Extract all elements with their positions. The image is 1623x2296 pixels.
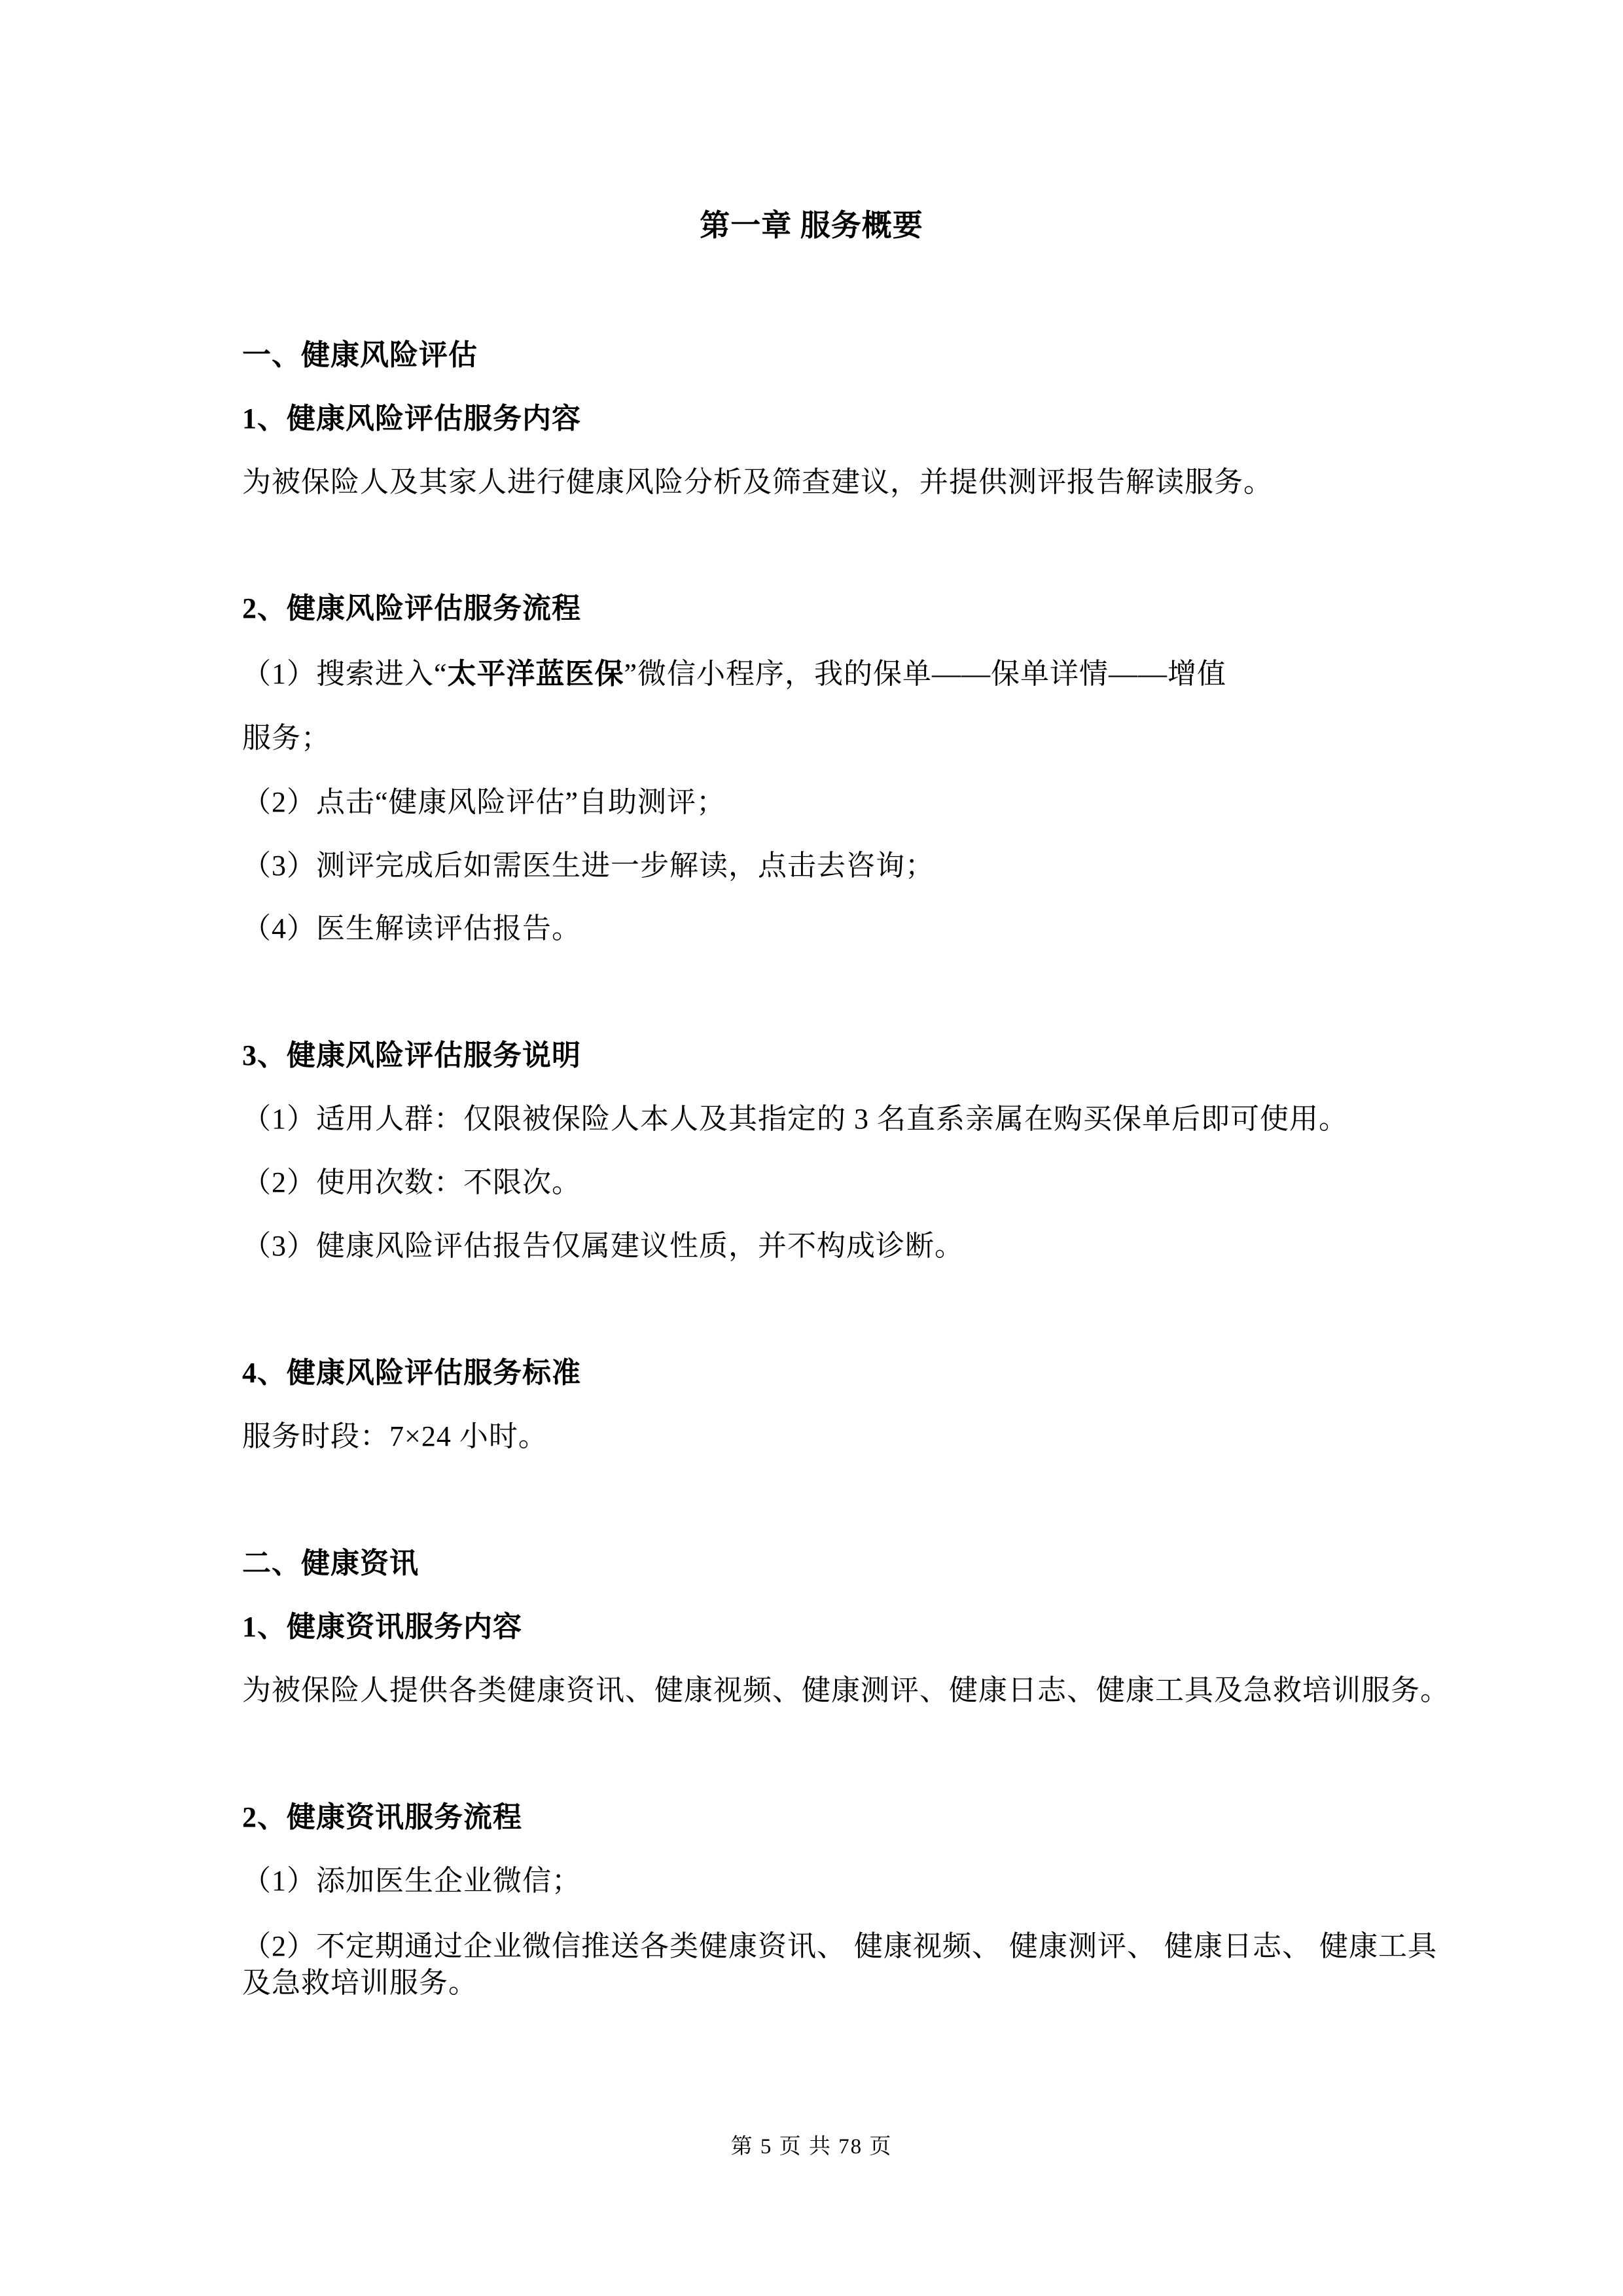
subsection-1-2-heading: 2、健康风险评估服务流程 [242, 592, 581, 624]
page-footer: 第 5 页 共 78 页 [730, 2135, 893, 2159]
note-item-2: （2）使用次数：不限次。 [242, 1166, 581, 1198]
flow-step-1-suffix: ”微信小程序，我的保单——保单详情——增值 [624, 658, 1227, 690]
wechat-step-2-line-1: （2）不定期通过企业微信推送各类健康资讯、 健康视频、 健康测评、 健康日志、 健康工具 [242, 1930, 1437, 1962]
flow-step-1-prefix: （1）搜索进入“ [242, 658, 448, 690]
flow-step-2: （2）点击“健康风险评估”自助测评； [242, 786, 726, 818]
subsection-2-1-heading: 1、健康资讯服务内容 [242, 1611, 522, 1643]
subsection-1-3-heading: 3、健康风险评估服务说明 [242, 1039, 581, 1071]
flow-step-3: （3）测评完成后如需医生进一步解读，点击去咨询； [242, 850, 935, 882]
flow-step-1-line-1 [242, 656, 1466, 692]
subsection-1-1-heading: 1、健康风险评估服务内容 [242, 403, 581, 435]
subsection-2-2-heading: 2、健康资讯服务流程 [242, 1801, 522, 1833]
subsection-2-1-body: 为被保险人提供各类健康资讯、健康视频、健康测评、健康日志、健康工具及急救培训服务。 [242, 1674, 1450, 1706]
brand-name-bold: 太平洋蓝医保 [447, 658, 624, 690]
section-2-heading: 二、健康资讯 [242, 1547, 419, 1579]
wechat-step-1: （1）添加医生企业微信； [242, 1865, 581, 1897]
flow-step-4: （4）医生解读评估报告。 [242, 912, 581, 944]
subsection-1-1-body: 为被保险人及其家人进行健康风险分析及筛查建议，并提供测评报告解读服务。 [242, 466, 1273, 498]
flow-step-1-line-2: 服务； [242, 722, 330, 754]
subsection-1-4-heading: 4、健康风险评估服务标准 [242, 1357, 581, 1389]
section-1-heading: 一、健康风险评估 [242, 339, 478, 371]
chapter-title: 第一章 服务概要 [700, 209, 923, 242]
wechat-step-2-line-2: 及急救培训服务。 [242, 1967, 478, 1999]
service-hours: 服务时段：7×24 小时。 [242, 1420, 548, 1452]
note-item-1: （1）适用人群：仅限被保险人本人及其指定的 3 名直系亲属在购买保单后即可使用。 [242, 1103, 1348, 1135]
note-item-3: （3）健康风险评估报告仅属建议性质，并不构成诊断。 [242, 1230, 964, 1262]
